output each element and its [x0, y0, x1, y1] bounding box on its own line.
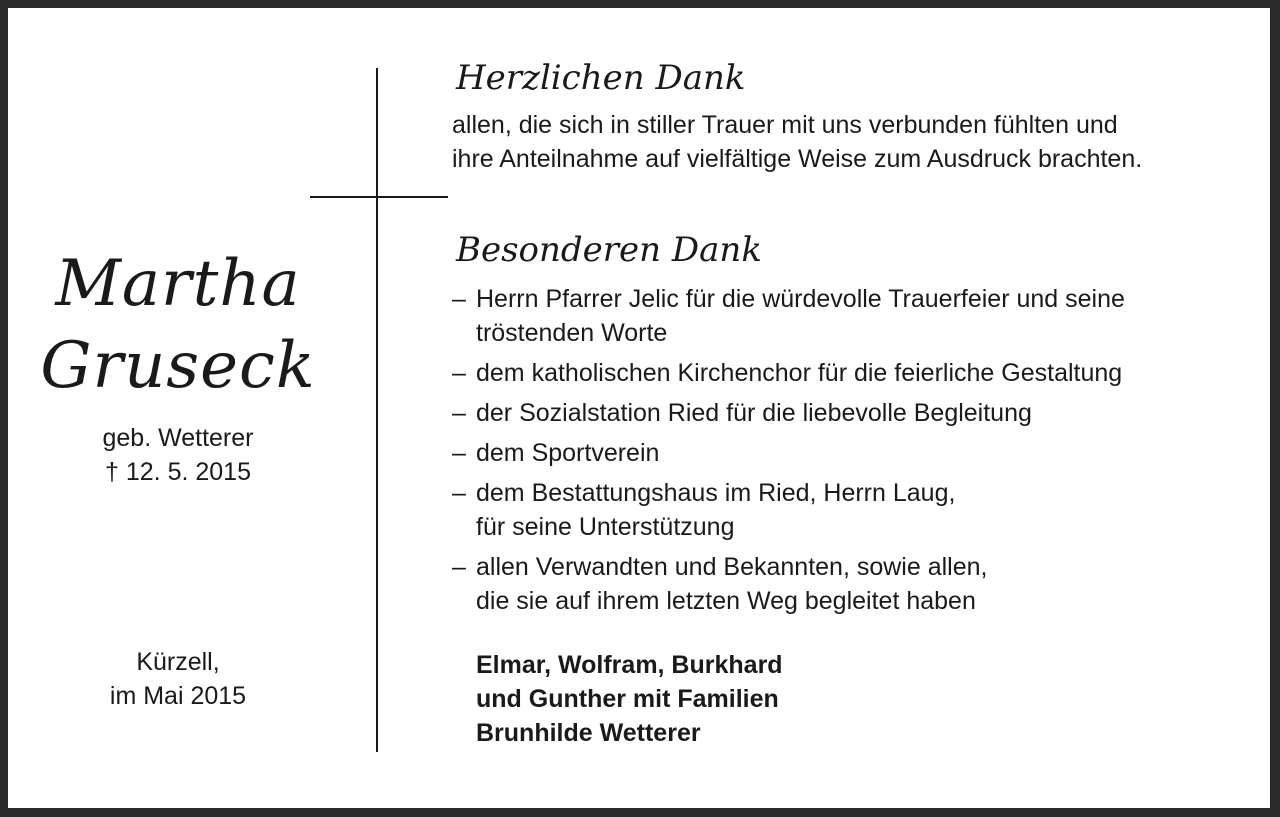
list-dash: –: [452, 479, 466, 507]
list-item-line: die sie auf ihrem letzten Weg begleitet haben: [476, 587, 976, 615]
heading-heartfelt-thanks: Herzlichen Dank: [456, 58, 746, 98]
list-dash: –: [452, 553, 466, 581]
list-dash: –: [452, 439, 466, 467]
list-item-line: dem katholischen Kirchenchor für die feierliche Gestaltung: [476, 359, 1123, 387]
list-item: [452, 282, 1125, 350]
thanks-line: ihre Anteilnahme auf vielfältige Weise zum Ausdruck brachten.: [452, 145, 1143, 173]
list-dash: –: [452, 399, 466, 427]
notice-date: im Mai 2015: [109, 682, 247, 710]
maiden-name: geb. Wetterer: [102, 424, 254, 452]
list-item: [452, 550, 1125, 618]
thanks-line: allen, die sich in stiller Trauer mit uns verbunden fühlten und: [452, 111, 1118, 139]
signatory-line: Brunhilde Wetterer: [476, 719, 701, 747]
list-dash: –: [452, 359, 466, 387]
cross-horizontal-bar: [310, 196, 448, 198]
cross-vertical-bar: [376, 68, 378, 752]
signatories: [476, 648, 783, 750]
obituary-card: [8, 8, 1270, 808]
death-date: † 12. 5. 2015: [105, 458, 251, 486]
deceased-last-name: Gruseck: [40, 329, 316, 403]
deceased-column: [28, 8, 328, 808]
list-dash: –: [452, 285, 466, 313]
list-item-line: der Sozialstation Ried für die liebevolle Begleitung: [476, 399, 1032, 427]
thanks-column: [452, 8, 1262, 808]
list-item-line: für seine Unterstützung: [476, 513, 735, 541]
signatory-line: und Gunther mit Familien: [476, 685, 779, 713]
list-item: [452, 356, 1125, 390]
signatory-line: Elmar, Wolfram, Burkhard: [476, 651, 783, 679]
special-thanks-list: [452, 282, 1125, 624]
list-item-line: allen Verwandten und Bekannten, sowie allen,: [476, 553, 988, 581]
list-item: [452, 396, 1125, 430]
list-item-line: tröstenden Worte: [476, 319, 668, 347]
heading-special-thanks: Besonderen Dank: [456, 230, 762, 270]
place: Kürzell,: [136, 648, 220, 676]
list-item: [452, 476, 1125, 544]
list-item-line: dem Bestattungshaus im Ried, Herrn Laug,: [476, 479, 956, 507]
list-item: [452, 436, 1125, 470]
list-item-line: dem Sportverein: [476, 439, 660, 467]
list-item-line: Herrn Pfarrer Jelic für die würdevolle Trauerfeier und seine: [476, 285, 1125, 313]
thanks-paragraph: [452, 108, 1142, 176]
deceased-first-name: Martha: [55, 247, 301, 321]
